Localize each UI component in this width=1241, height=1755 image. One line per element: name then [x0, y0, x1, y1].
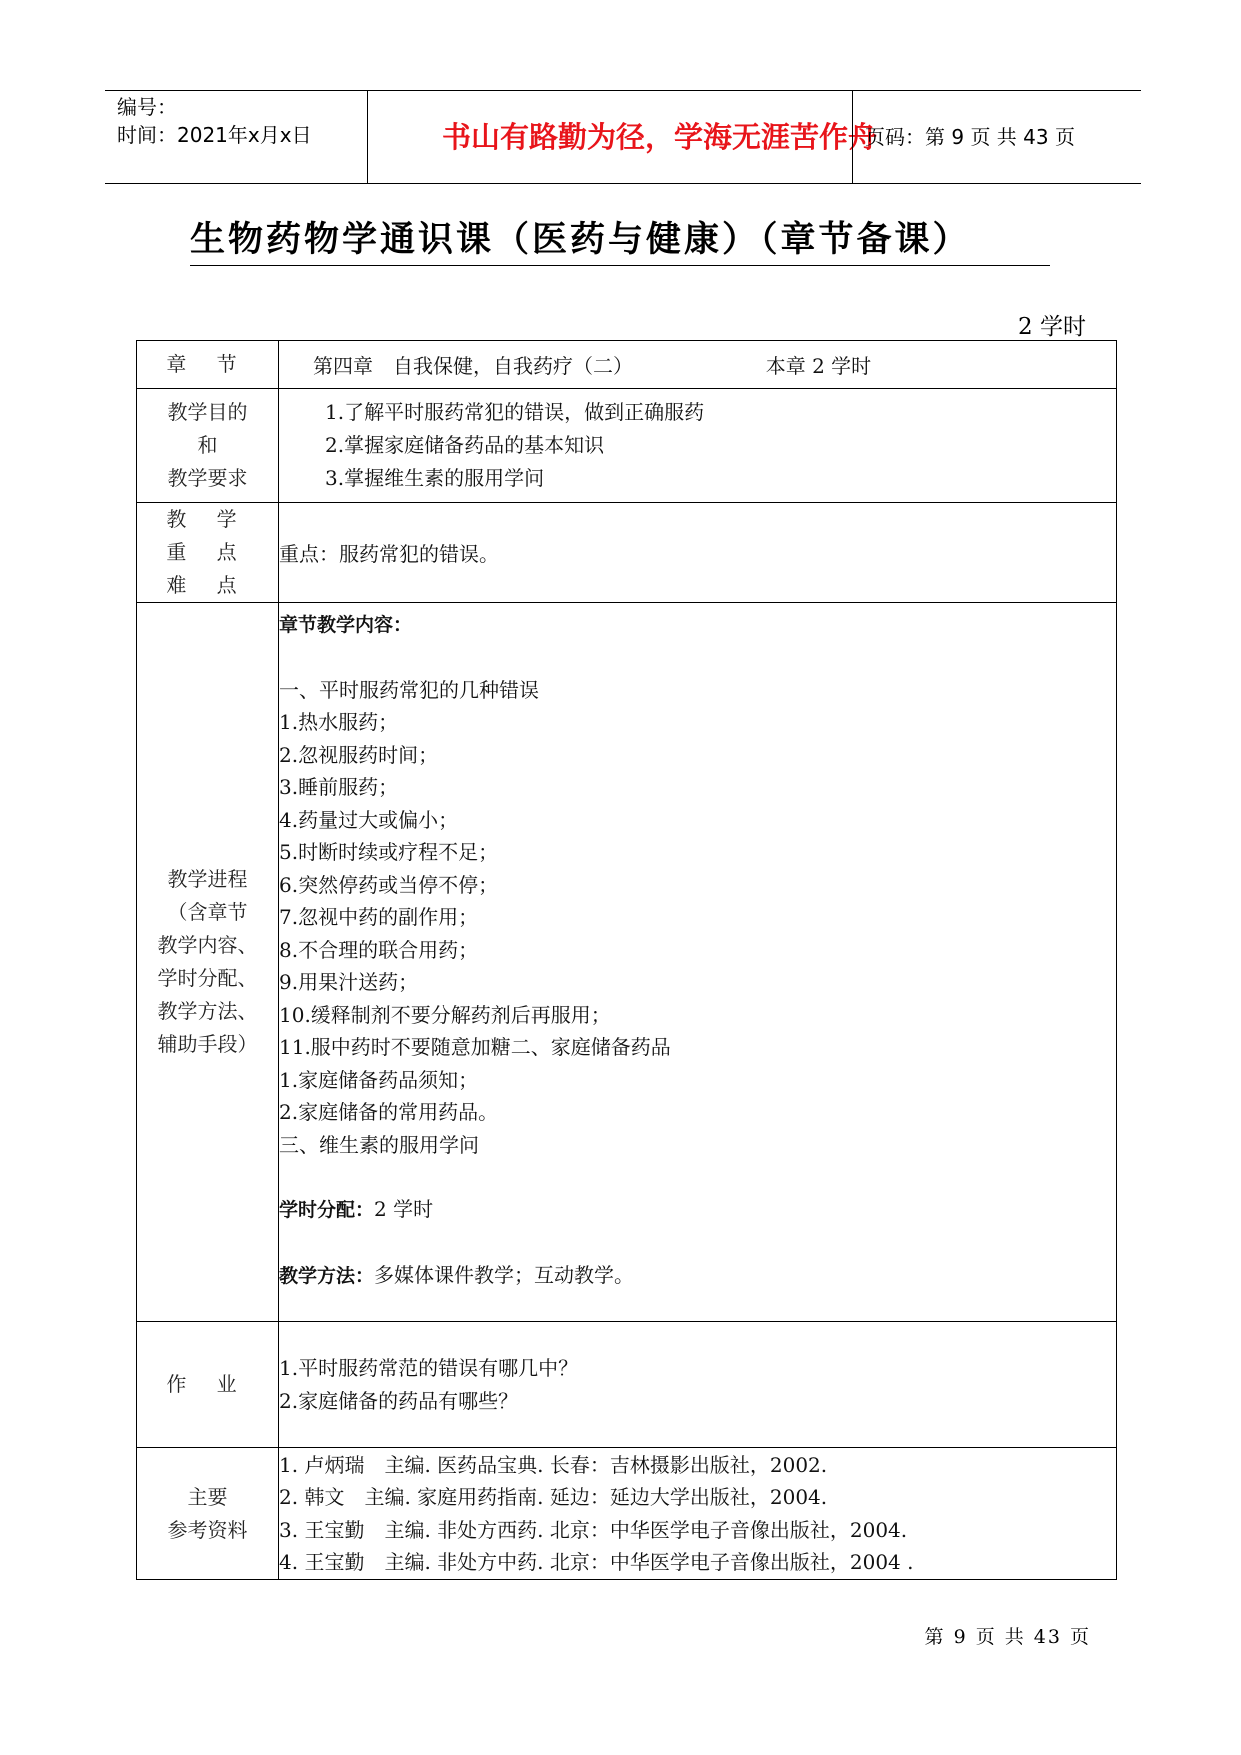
references-cell — [279, 1448, 1117, 1580]
list-item: 三、维生素的服用学问 — [279, 1132, 479, 1157]
section-heading: 一、平时服药常犯的几种错误 — [279, 677, 539, 702]
list-item: 3.睡前服药； — [279, 775, 399, 799]
goal-label: 教学目的 和 教学要求 — [137, 389, 279, 503]
page-footer: 第 9 页 共 43 页 — [924, 1626, 1091, 1648]
list-item: 2.掌握家庭储备药品的基本知识 — [325, 433, 605, 457]
time-label: 时间：2021年x月x日 — [117, 123, 312, 147]
document-title: 生物药物学通识课（医药与健康）（章节备课） — [190, 215, 1050, 266]
table-row — [137, 389, 1117, 503]
page-code: 页码：第 9 页 共 43 页 — [865, 125, 1075, 149]
table-row — [137, 341, 1117, 389]
content-heading: 章节教学内容： — [279, 614, 413, 636]
list-item: 4.药量过大或偏小； — [279, 807, 459, 832]
list-item: 4. 王宝勤 主编. 非处方中药. 北京：中华医学电子音像出版社，2004 . — [279, 1550, 914, 1574]
list-item: 2.家庭储备的常用药品。 — [279, 1100, 499, 1124]
header-meta — [117, 93, 312, 149]
motto: 书山有路勤为径，学海无涯苦作舟 — [441, 120, 877, 154]
table-row — [137, 503, 1117, 603]
list-item: 3. 王宝勤 主编. 非处方西药. 北京：中华医学电子音像出版社，2004. — [279, 1517, 908, 1542]
list-item: 2. 韩文 主编. 家庭用药指南. 延边：延边大学出版社，2004. — [279, 1485, 828, 1509]
number-label: 编号： — [117, 95, 177, 119]
list-item: 2.忽视服药时间； — [279, 742, 439, 767]
hours-allocation: 学时分配：2 学时 — [279, 1197, 434, 1221]
list-item: 7.忽视中药的副作用； — [279, 905, 479, 929]
list-item: 1.热水服药； — [279, 710, 399, 734]
homework-label: 作 业 — [137, 1322, 279, 1448]
key-label: 教 学 重 点 难 点 — [137, 503, 279, 603]
page-header — [105, 90, 1141, 184]
table-row — [137, 1322, 1117, 1448]
list-item: 8.不合理的联合用药； — [279, 937, 479, 962]
key-value: 重点：服药常犯的错误。 — [279, 503, 1117, 603]
chapter-value: 第四章 自我保健，自我药疗（二） — [313, 354, 633, 378]
header-divider — [852, 91, 853, 183]
list-item: 6.突然停药或当停不停； — [279, 872, 499, 897]
list-item: 3.掌握维生素的服用学问 — [325, 466, 545, 490]
course-hours: 2 学时 — [1018, 314, 1086, 340]
list-item: 11.服中药时不要随意加糖二、家庭储备药品 — [279, 1035, 671, 1059]
list-item: 2.家庭储备的药品有哪些？ — [279, 1388, 519, 1413]
list-item: 1.家庭储备药品须知； — [279, 1067, 479, 1092]
list-item: 5.时断时续或疗程不足； — [279, 840, 499, 864]
table-row — [137, 603, 1117, 1322]
lesson-plan-table — [136, 340, 1117, 1580]
teaching-method: 教学方法：多媒体课件教学；互动教学。 — [279, 1262, 635, 1287]
chapter-hours: 本章 2 学时 — [765, 354, 872, 378]
list-item: 1. 卢炳瑞 主编. 医药品宝典. 长春：吉林摄影出版社，2002. — [279, 1452, 828, 1477]
process-label: 教学进程 （含章节 教学内容、 学时分配、 教学方法、 辅助手段） — [137, 603, 279, 1322]
list-item: 10.缓释制剂不要分解药剂后再服用； — [279, 1002, 611, 1027]
process-content — [279, 603, 1117, 1322]
chapter-value-cell — [279, 341, 1117, 389]
list-item: 9.用果汁送药； — [279, 970, 419, 994]
chapter-label: 章 节 — [137, 341, 279, 389]
list-item: 1.平时服药常范的错误有哪几中？ — [279, 1356, 579, 1380]
homework-cell — [279, 1322, 1117, 1448]
list-item: 1.了解平时服药常犯的错误，做到正确服药 — [325, 400, 705, 424]
references-label: 主要 参考资料 — [137, 1448, 279, 1580]
goals-cell — [279, 389, 1117, 503]
table-row — [137, 1448, 1117, 1580]
